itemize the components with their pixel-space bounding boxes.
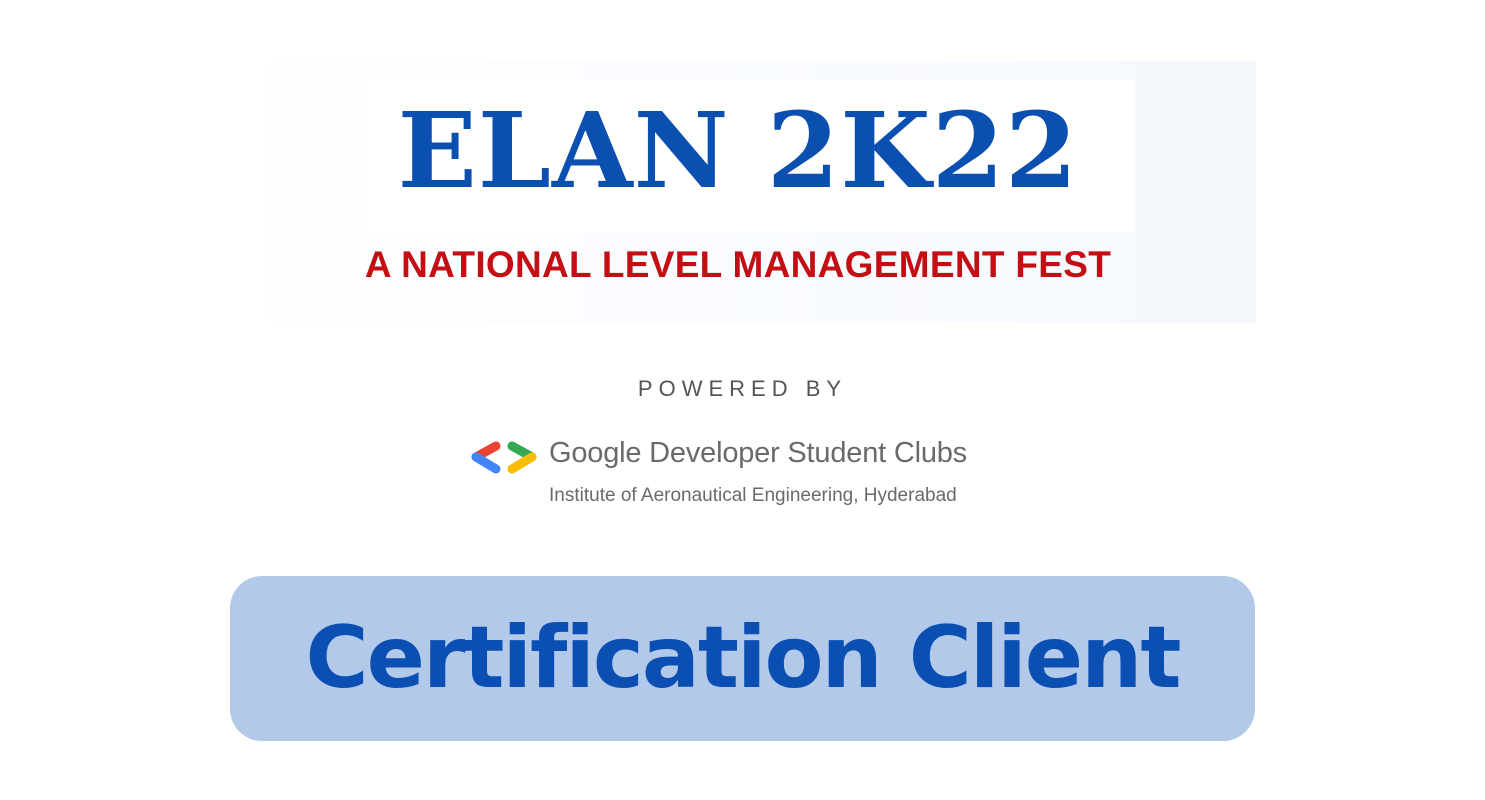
gdsc-brackets-icon xyxy=(468,439,540,479)
powered-by-label: POWERED BY xyxy=(637,376,848,401)
event-title: ELAN 2K22 xyxy=(397,89,1079,212)
event-subtitle: A NATIONAL LEVEL MANAGEMENT FEST xyxy=(364,244,1112,285)
app-title-panel xyxy=(230,576,1255,741)
event-banner xyxy=(220,61,1256,323)
organizer-institute: Institute of Aeronautical Engineering, Hyderabad xyxy=(549,485,957,506)
app-title: Certification Client xyxy=(305,608,1180,708)
organizer-block xyxy=(468,437,1028,517)
organizer-name: Google Developer Student Clubs xyxy=(549,437,967,469)
